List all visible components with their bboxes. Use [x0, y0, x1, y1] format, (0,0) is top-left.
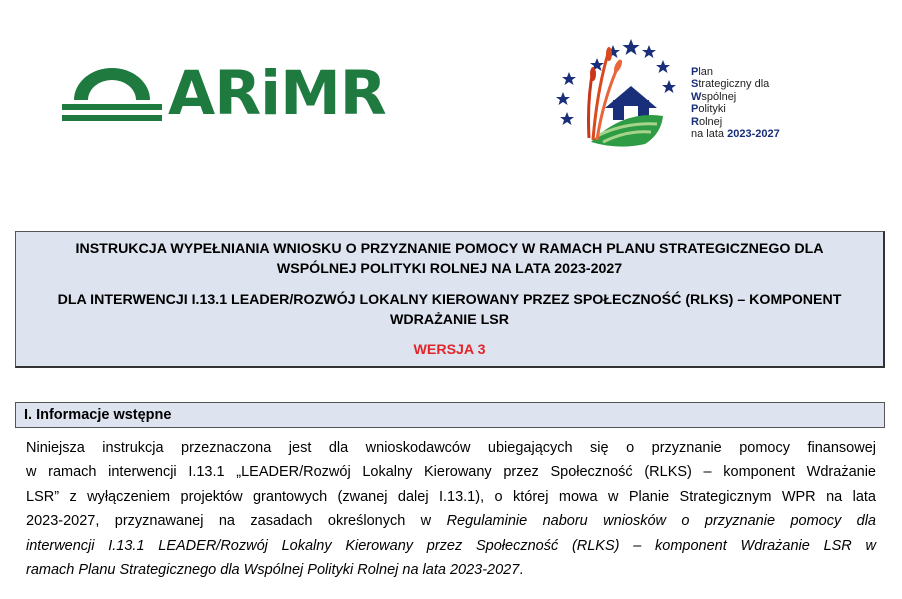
document-title-box [15, 231, 885, 368]
paragraph-line: w ramach interwencji I.13.1 „LEADER/Rozwój Lokalny Kierowany przez Społeczność (RLKS) – komponent Wdrażanie [26, 464, 876, 481]
ps-line: Rolnej [691, 115, 723, 128]
ps-wpr-logo-text [691, 66, 780, 140]
paragraph-line: 2023-2027, przyznawanej na zasadach określonych w Regulaminie naboru wniosków o przyznanie pomocy dla [26, 513, 876, 530]
paragraph-line: LSR” z wyłączeniem projektów grantowych (zwanej dalej I.13.1), o której mowa w Planie Strategicznym WPR na lata [26, 488, 876, 505]
ps-line: na lata 2023-2027 [691, 128, 780, 141]
ps-wpr-logo [553, 30, 793, 152]
eu-stars-wheat-emblem-icon [553, 30, 683, 152]
ps-line: Plan [691, 66, 714, 78]
ps-line: Strategiczny dla [691, 78, 770, 91]
paragraph-line: ramach Planu Strategicznego dla Wspólnej Polityki Rolnej na lata 2023-2027. [26, 562, 524, 579]
section-heading: I. Informacje wstępne [15, 402, 885, 428]
intro-paragraph [26, 436, 876, 582]
arimr-logo [62, 58, 392, 129]
arimr-wordmark: ARiMR [168, 58, 386, 129]
document-subtitle: DLA INTERWENCJI I.13.1 LEADER/ROZWÓJ LOKALNY KIEROWANY PRZEZ SPOŁECZNOŚĆ (RLKS) – KOMPONENT WDRAŻANIE LSR [57, 292, 842, 328]
arimr-emblem-icon [62, 62, 162, 126]
version-label: WERSJA 3 [413, 342, 486, 358]
paragraph-line: Niniejsza instrukcja przeznaczona jest dla wnioskodawców ubiegających się o przyznanie pomocy finansowej [26, 440, 876, 456]
ps-line: Polityki [691, 103, 726, 116]
ps-line: Wspólnej [691, 90, 737, 103]
paragraph-line: interwencji I.13.1 LEADER/Rozwój Lokalny Kierowany przez Społeczność (RLKS) – komponent Wdrażanie LSR w [26, 537, 876, 554]
document-title: INSTRUKCJA WYPEŁNIANIA WNIOSKU O PRZYZNANIE POMOCY W RAMACH PLANU STRATEGICZNEGO DLA WSPÓLNEJ POLITYKI ROLNEJ NA LATA 2023-2027 [75, 241, 824, 277]
